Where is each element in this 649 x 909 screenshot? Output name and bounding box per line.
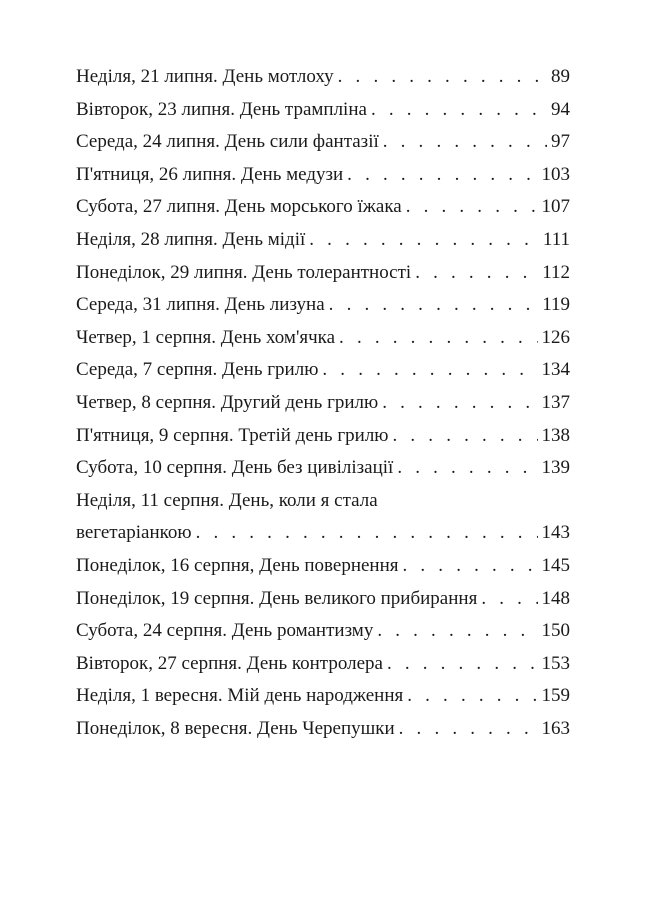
toc-entry-page: 126 (541, 326, 570, 348)
toc-entry-continuation (76, 517, 570, 550)
toc-entry-page: 143 (541, 522, 570, 544)
dot-leader (407, 680, 537, 713)
toc-entry-title: Неділя, 11 серпня. День, коли я стала (76, 489, 378, 511)
dot-leader (387, 648, 538, 681)
toc-entry-page: 111 (542, 228, 570, 250)
toc-entry-page: 103 (541, 163, 570, 185)
toc-entry-page: 97 (551, 131, 570, 153)
toc-entry (76, 257, 570, 290)
toc-entry-page: 94 (551, 98, 570, 120)
dot-leader (196, 517, 538, 550)
toc-entry-title: Четвер, 8 серпня. Другий день грилю (76, 391, 379, 413)
toc-entry-title: Середа, 7 серпня. День грилю (76, 359, 319, 381)
toc-entry-page: 163 (541, 717, 570, 739)
toc-entry-title: Субота, 27 липня. День морського їжака (76, 196, 402, 218)
toc-entry-title: Неділя, 21 липня. День мотлоху (76, 66, 334, 87)
toc-entry-title: П'ятниця, 26 липня. День медузи (76, 163, 344, 185)
toc-entry (76, 583, 570, 616)
toc-entry-first-line (76, 485, 570, 518)
toc-entry (76, 354, 570, 387)
toc-entry-page: 119 (542, 294, 570, 316)
dot-leader (397, 452, 537, 485)
toc-entry-title-continuation: вегетаріанкою (76, 522, 192, 544)
toc-entry-title: Середа, 24 липня. День сили фантазії (76, 131, 379, 153)
dot-leader (393, 420, 538, 453)
toc-entry-title: Неділя, 1 вересня. Мій день народження (76, 685, 404, 707)
toc-entry-title: Понеділок, 8 вересня. День Черепушки (76, 717, 395, 739)
dot-leader (399, 713, 538, 746)
dot-leader (309, 224, 539, 257)
dot-leader (329, 289, 539, 322)
dot-leader (383, 126, 547, 159)
dot-leader (406, 191, 538, 224)
toc-entry (76, 322, 570, 355)
dot-leader (403, 550, 538, 583)
toc-entry-page: 150 (541, 620, 570, 642)
toc-entry-page: 138 (541, 424, 570, 446)
toc-entry (76, 126, 570, 159)
toc-entry (76, 224, 570, 257)
toc-entry-page: 134 (541, 359, 570, 381)
dot-leader (339, 322, 537, 355)
toc-entry (76, 289, 570, 322)
toc-entry-page: 145 (541, 554, 570, 576)
toc-entry (76, 550, 570, 583)
toc-entry-title: Вівторок, 27 серпня. День контролера (76, 652, 383, 674)
toc-entry-title: Середа, 31 липня. День лизуна (76, 294, 325, 316)
toc-entry (76, 387, 570, 420)
dot-leader (377, 615, 537, 648)
dot-leader (415, 257, 538, 290)
toc-entry (76, 159, 570, 192)
toc-entry-page: 107 (541, 196, 570, 218)
toc-entry-title: Субота, 24 серпня. День романтизму (76, 620, 374, 642)
toc-entry-page: 112 (542, 261, 570, 283)
toc-entry (76, 191, 570, 224)
toc-entry (76, 452, 570, 485)
toc-entry (76, 94, 570, 127)
toc-entry (76, 61, 570, 94)
toc-entry-page: 148 (541, 587, 570, 609)
toc-entry (76, 648, 570, 681)
dot-leader (371, 94, 547, 127)
dot-leader (347, 159, 537, 192)
toc-entry-title: Неділя, 28 липня. День мідії (76, 228, 306, 250)
toc-entry-page: 89 (551, 66, 570, 87)
toc-entry-title: Вівторок, 23 липня. День трампліна (76, 98, 367, 120)
toc-entry (76, 615, 570, 648)
dot-leader (382, 387, 537, 420)
dot-leader (338, 61, 547, 94)
toc-entry-title: Понеділок, 29 липня. День толерантності (76, 261, 412, 283)
toc-entry-title: Субота, 10 серпня. День без цивілізації (76, 457, 394, 479)
toc-entry-title: Четвер, 1 серпня. День хом'ячка (76, 326, 336, 348)
toc-entry-title: Понеділок, 16 серпня, День повернення (76, 554, 399, 576)
toc-entry-page: 159 (541, 685, 570, 707)
toc-entry (76, 680, 570, 713)
table-of-contents (76, 61, 570, 745)
toc-entry (76, 713, 570, 746)
toc-entry-page: 137 (541, 391, 570, 413)
toc-entry-title: Понеділок, 19 серпня. День великого прибирання (76, 587, 478, 609)
toc-entry-title: П'ятниця, 9 серпня. Третій день грилю (76, 424, 389, 446)
toc-entry-page: 139 (541, 457, 570, 479)
dot-leader (322, 354, 537, 387)
toc-entry-page: 153 (541, 652, 570, 674)
dot-leader (481, 583, 537, 616)
toc-entry (76, 420, 570, 453)
